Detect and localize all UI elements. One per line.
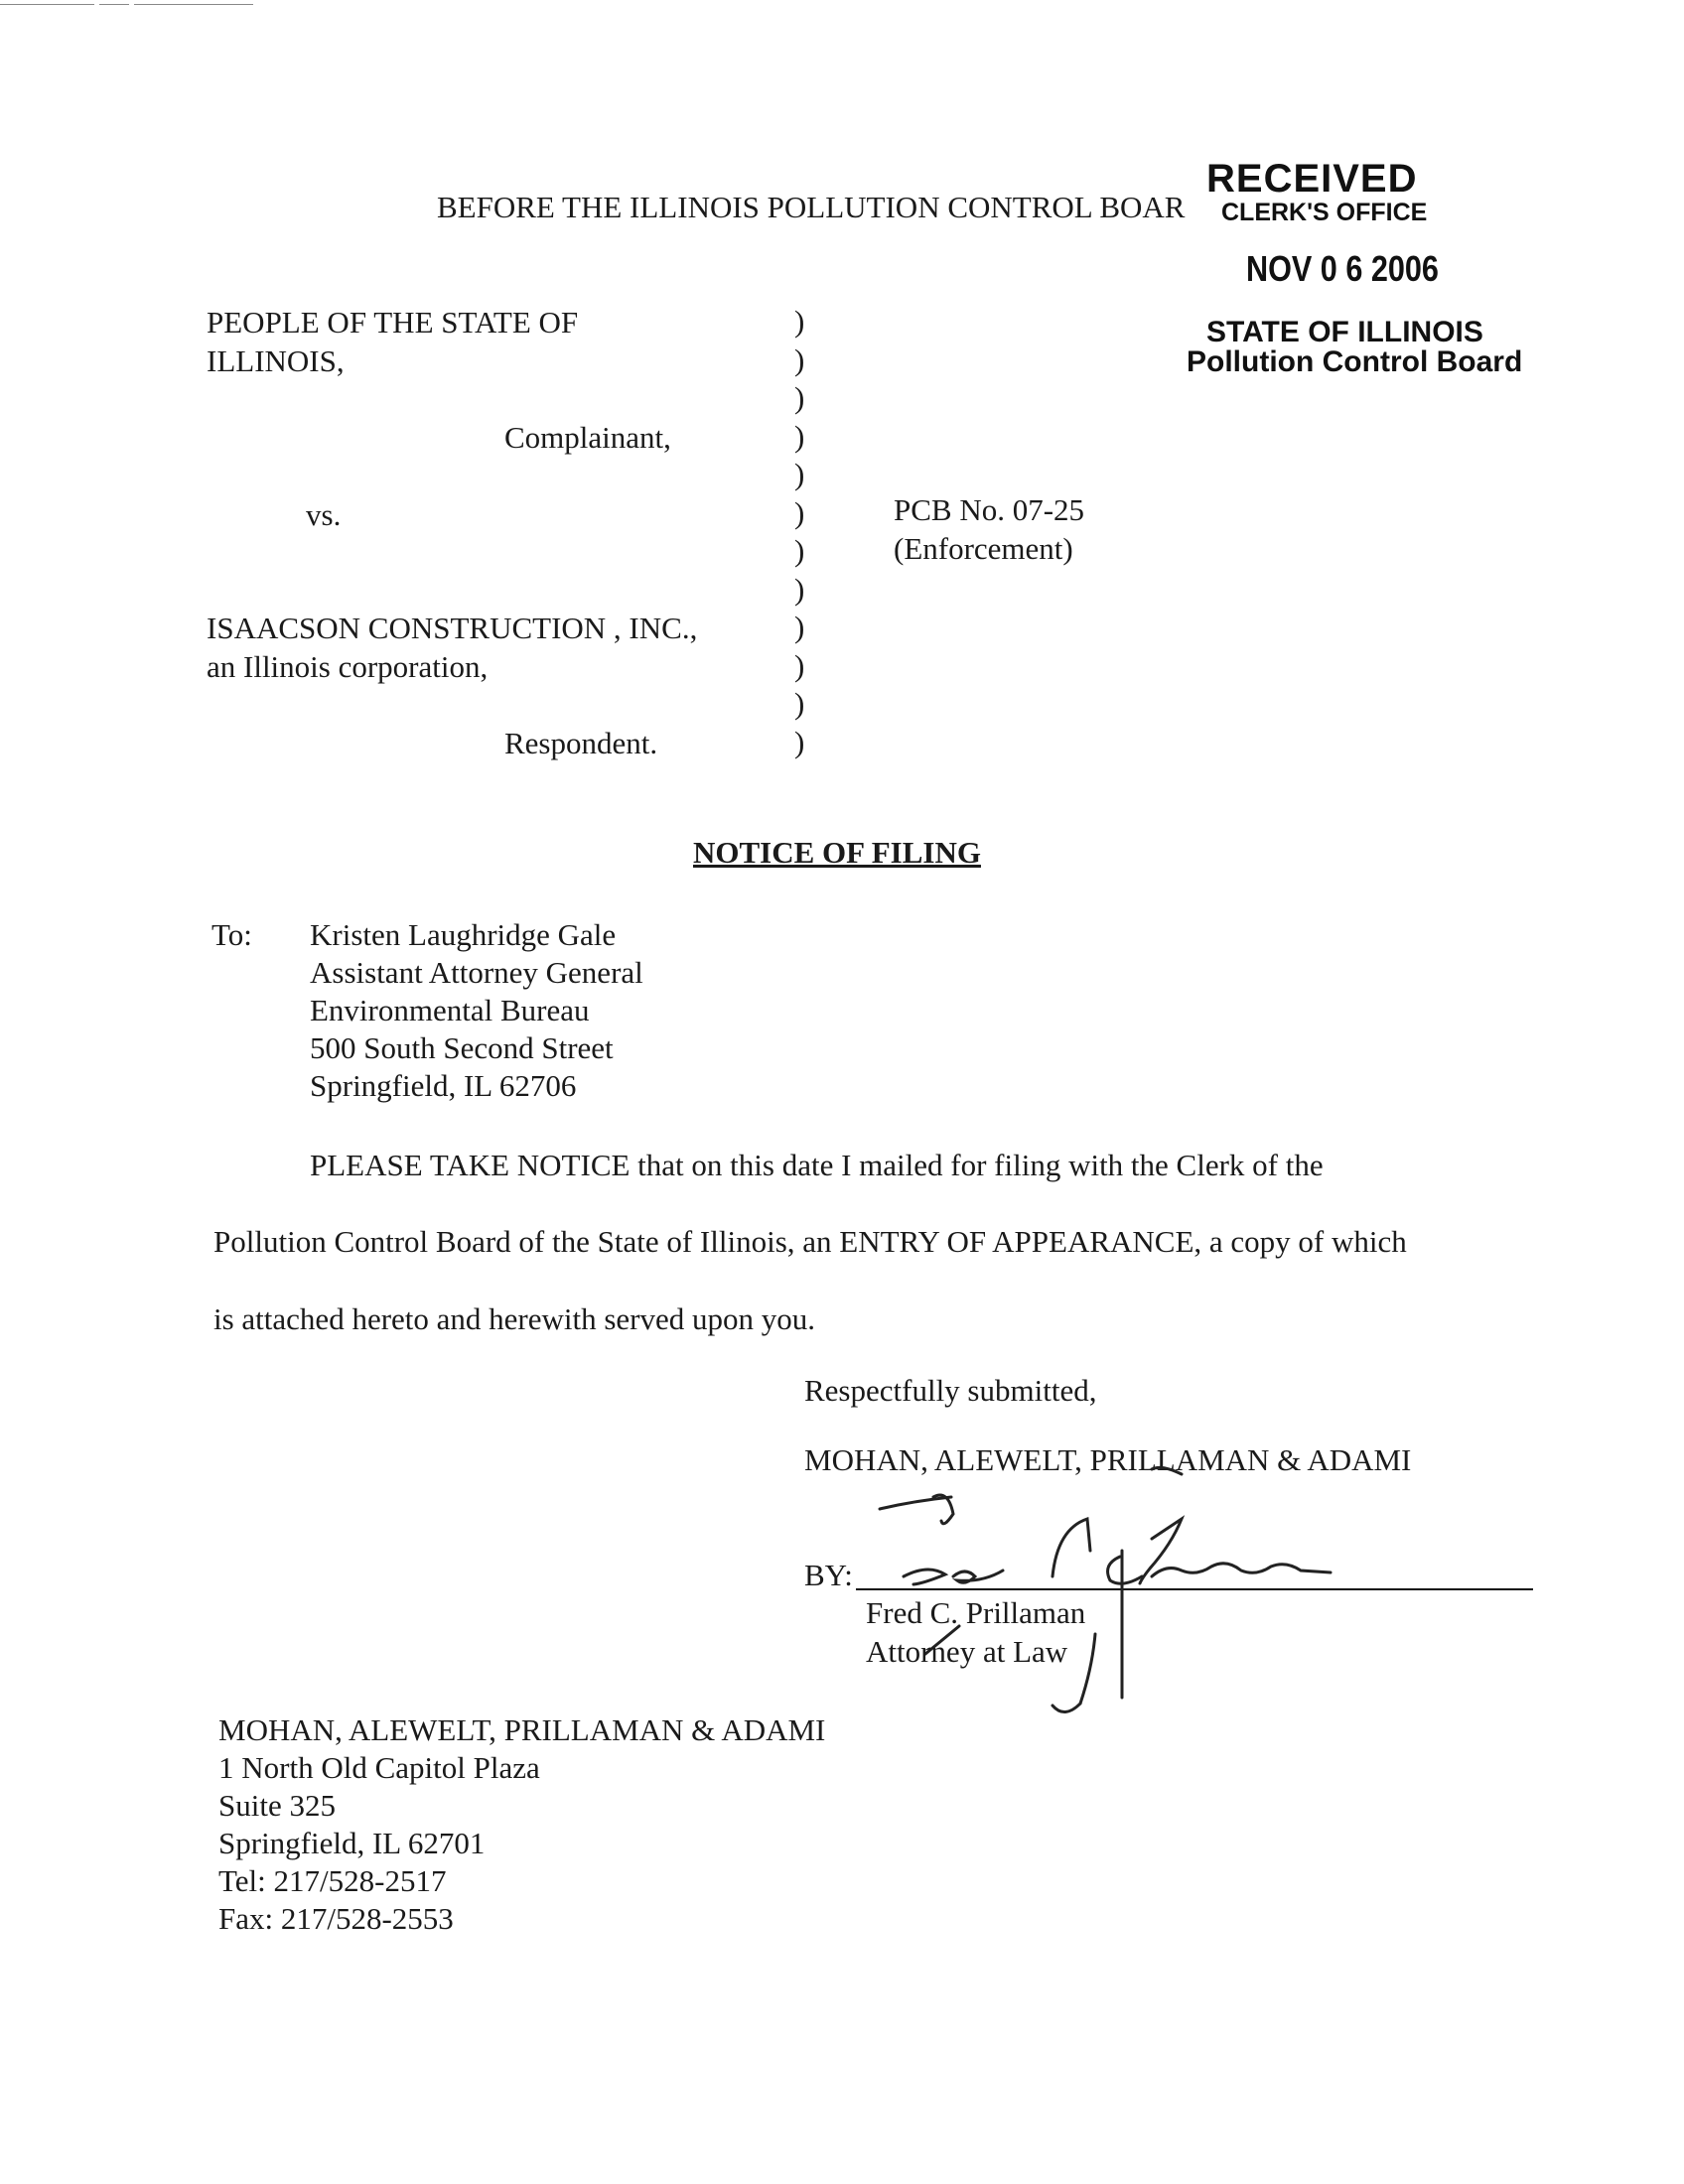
scan-artifact xyxy=(0,4,94,5)
to-address-line: Springfield, IL 62706 xyxy=(310,1068,577,1103)
signer-title: Attorney at Law xyxy=(866,1634,1068,1669)
firm-address-line: Tel: 217/528-2517 xyxy=(218,1863,447,1898)
signer-name: Fred C. Prillaman xyxy=(866,1595,1086,1630)
firm-address-line: Suite 325 xyxy=(218,1788,336,1823)
caption-paren: ) xyxy=(794,380,805,415)
body-line: is attached hereto and herewith served upon you. xyxy=(213,1301,816,1336)
firm-name: MOHAN, ALEWELT, PRILLAMAN & ADAMI xyxy=(804,1442,1412,1477)
complainant-line2: ILLINOIS, xyxy=(207,343,345,378)
scan-artifact xyxy=(99,4,129,5)
to-address-line: 500 South Second Street xyxy=(310,1030,614,1065)
caption-paren: ) xyxy=(794,610,805,644)
complainant-role: Complainant, xyxy=(504,420,671,455)
to-address-line: Environmental Bureau xyxy=(310,993,590,1027)
firm-address-line: 1 North Old Capitol Plaza xyxy=(218,1750,540,1785)
firm-address-line: Fax: 217/528-2553 xyxy=(218,1901,454,1936)
respondent-line2: an Illinois corporation, xyxy=(207,649,489,684)
respondent-role: Respondent. xyxy=(504,726,658,760)
received-stamp: RECEIVED xyxy=(1206,157,1418,201)
notice-heading: NOTICE OF FILING xyxy=(693,835,981,870)
caption-paren: ) xyxy=(794,647,805,683)
caption-paren: ) xyxy=(794,724,805,759)
firm-address-line: MOHAN, ALEWELT, PRILLAMAN & ADAMI xyxy=(218,1712,826,1747)
caption-paren: ) xyxy=(794,571,805,607)
to-label: To: xyxy=(211,917,252,952)
to-address-line: Assistant Attorney General xyxy=(310,955,643,990)
body-line: Pollution Control Board of the State of Illinois, an ENTRY OF APPEARANCE, a copy of which xyxy=(213,1224,1407,1259)
case-type: (Enforcement) xyxy=(894,531,1073,566)
clerks-office-stamp: CLERK'S OFFICE xyxy=(1221,199,1428,226)
caption-paren: ) xyxy=(794,418,805,454)
caption-paren: ) xyxy=(794,533,805,568)
firm-address-line: Springfield, IL 62701 xyxy=(218,1826,486,1860)
stamp-board: Pollution Control Board xyxy=(1187,345,1523,378)
caption-parenthesis-column xyxy=(794,303,804,761)
caption-paren: ) xyxy=(794,304,805,339)
case-number: PCB No. 07-25 xyxy=(894,492,1085,527)
body-line: PLEASE TAKE NOTICE that on this date I mailed for filing with the Clerk of the xyxy=(310,1148,1324,1182)
respondent-line1: ISAACSON CONSTRUCTION , INC., xyxy=(207,611,698,645)
stamp-date: NOV 0 6 2006 xyxy=(1246,248,1439,289)
caption-paren: ) xyxy=(794,494,805,530)
complainant-line1: PEOPLE OF THE STATE OF xyxy=(207,305,579,340)
board-title: BEFORE THE ILLINOIS POLLUTION CONTROL BOAR xyxy=(437,190,1186,224)
scan-artifact xyxy=(134,4,253,5)
to-address-line: Kristen Laughridge Gale xyxy=(310,917,617,952)
versus-text: vs. xyxy=(306,497,342,532)
caption-paren: ) xyxy=(794,457,805,491)
by-label: BY: xyxy=(804,1558,853,1592)
caption-paren: ) xyxy=(794,686,805,721)
stamp-state: STATE OF ILLINOIS xyxy=(1206,316,1483,348)
closing-text: Respectfully submitted, xyxy=(804,1373,1097,1408)
handwritten-signature xyxy=(854,1459,1539,1727)
caption-paren: ) xyxy=(794,341,805,377)
